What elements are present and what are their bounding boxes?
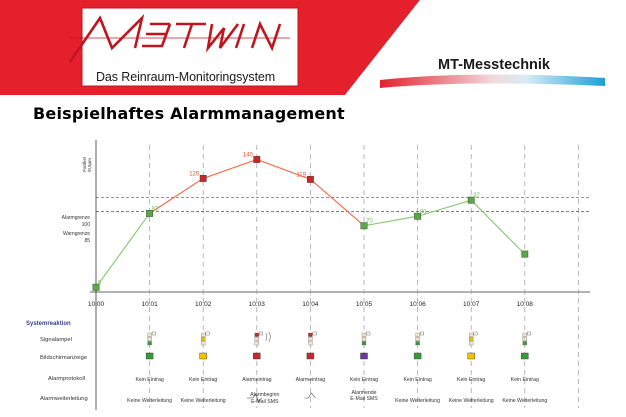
signal-lamp-light [362, 341, 366, 345]
signal-lamp-light [148, 341, 152, 345]
forward-entry: Keine Weiterleitung [127, 398, 173, 404]
x-tick-label: 10:06 [409, 301, 426, 308]
signal-lamp-light [201, 341, 205, 345]
protocol-entry: Kein Eintrag [135, 377, 164, 383]
x-tick-label: 10:04 [302, 301, 319, 308]
forward-entry: Keine Weiterleitung [395, 398, 441, 404]
forward-alarm-start-channels: E-Mail SMS [251, 399, 279, 405]
signal-lamp-light [362, 333, 366, 337]
x-tick-label: 10:08 [516, 301, 533, 308]
row-label-screen: Bildschirmanzeige [40, 355, 88, 361]
data-point [254, 156, 260, 162]
signal-lamp-light [201, 333, 205, 337]
x-tick-label: 10:02 [195, 301, 212, 308]
signal-lamp-light [469, 333, 473, 337]
x-tick-label: 10:07 [463, 301, 480, 308]
data-label: 140 [242, 152, 253, 159]
data-point [307, 176, 313, 182]
signal-lamp-light [523, 333, 527, 337]
data-label: 97 [473, 193, 480, 200]
signal-horn-icon [367, 332, 371, 335]
screen-indicator [414, 353, 421, 359]
signal-horn-icon [474, 332, 478, 335]
warning-threshold-label: Warngrenze [62, 231, 90, 237]
signal-lamp-light [469, 341, 473, 345]
forward-entry: Keine Weiterleitung [180, 398, 226, 404]
screen-indicator [468, 353, 475, 359]
protocol-entry: Kein Eintrag [457, 377, 486, 383]
data-point [522, 251, 528, 257]
signal-lamp-light [255, 333, 259, 337]
signal-horn-icon [420, 332, 424, 335]
screen-indicator [521, 353, 528, 359]
signal-lamp-light [201, 337, 205, 341]
y-axis-label-unit: /0,5µm [87, 158, 92, 172]
signal-lamp-light [523, 337, 527, 341]
series-line-segment [96, 213, 150, 287]
x-tick-label: 10:05 [355, 301, 373, 308]
data-label: 5 [98, 280, 102, 287]
signal-lamp-light [416, 337, 420, 341]
signal-horn-icon [259, 332, 263, 335]
signal-horn-icon [313, 332, 317, 335]
signal-horn-icon [152, 332, 156, 335]
screen-indicator [253, 353, 260, 359]
forward-entry: Keine Weiterleitung [448, 398, 494, 404]
x-tick-label: 10:00 [87, 301, 105, 308]
signal-lamp-light [416, 333, 420, 337]
data-label: 80 [419, 209, 427, 216]
signal-horn-icon [206, 332, 210, 335]
protocol-entry: Kein Eintrag [189, 377, 218, 383]
series-line-segment [310, 179, 364, 225]
signal-lamp-light [308, 341, 312, 345]
series-line-segment [203, 159, 257, 178]
y-axis-label: Partikel [82, 156, 87, 172]
page-title: Beispielhaftes Alarmmanagement [33, 104, 345, 123]
signal-lamp-light [416, 341, 420, 345]
protocol-entry: Kein Eintrag [403, 377, 432, 383]
alarm-threshold-value: 100 [81, 222, 90, 228]
protocol-entry: Alarmeintrag [242, 377, 272, 383]
alarm-sound-icon [266, 332, 271, 342]
warning-threshold-value: 85 [84, 238, 90, 244]
alarm-threshold-label: Alarmgrenze [61, 215, 90, 221]
data-label: 119 [296, 172, 306, 179]
data-point [200, 175, 206, 181]
x-tick-label: 10:01 [141, 301, 158, 308]
signal-lamp-light [148, 337, 152, 341]
signal-lamp-light [255, 341, 259, 345]
row-label-signal: Signalampel [40, 337, 72, 343]
data-label: 70 [366, 218, 373, 225]
system-reaction-heading: Systemreaktion [26, 321, 71, 327]
signal-lamp-light [255, 337, 259, 341]
protocol-entry: Kein Eintrag [349, 377, 379, 383]
signal-lamp-light [308, 333, 312, 337]
forward-alarm-start: Alarmbeginn [250, 392, 280, 398]
data-label: 83 [151, 206, 159, 213]
row-label-forward: Alarmweiterleitung [40, 396, 88, 402]
signal-lamp-light [308, 337, 312, 341]
protocol-entry: Kein Eintrag [510, 377, 539, 383]
screen-indicator [146, 353, 153, 359]
signal-horn-icon [527, 332, 531, 335]
forward-signal-icon [304, 393, 315, 398]
signal-lamp-light [362, 337, 366, 341]
x-tick-label: 10:03 [248, 301, 265, 308]
forward-alarm-end: Alarmende [351, 390, 377, 396]
signal-lamp-light [523, 341, 527, 345]
screen-indicator [307, 353, 314, 359]
screen-indicator [361, 353, 368, 359]
series-line-segment [471, 200, 525, 254]
row-label-protocol: Alarmprotokoll [48, 376, 86, 382]
data-label: 120 [189, 171, 200, 178]
protocol-entry: Alarmeintrag [295, 377, 326, 383]
signal-lamp-light [469, 337, 473, 341]
forward-entry: Keine Weiterleitung [502, 398, 548, 404]
forward-alarm-end-channels: E-Mail SMS [350, 396, 378, 402]
screen-indicator [200, 353, 207, 359]
signal-lamp-light [148, 333, 152, 337]
brand-name: MT-Messtechnik [438, 57, 550, 73]
logo-subtitle: Das Reinraum-Monitoringsystem [96, 70, 276, 84]
